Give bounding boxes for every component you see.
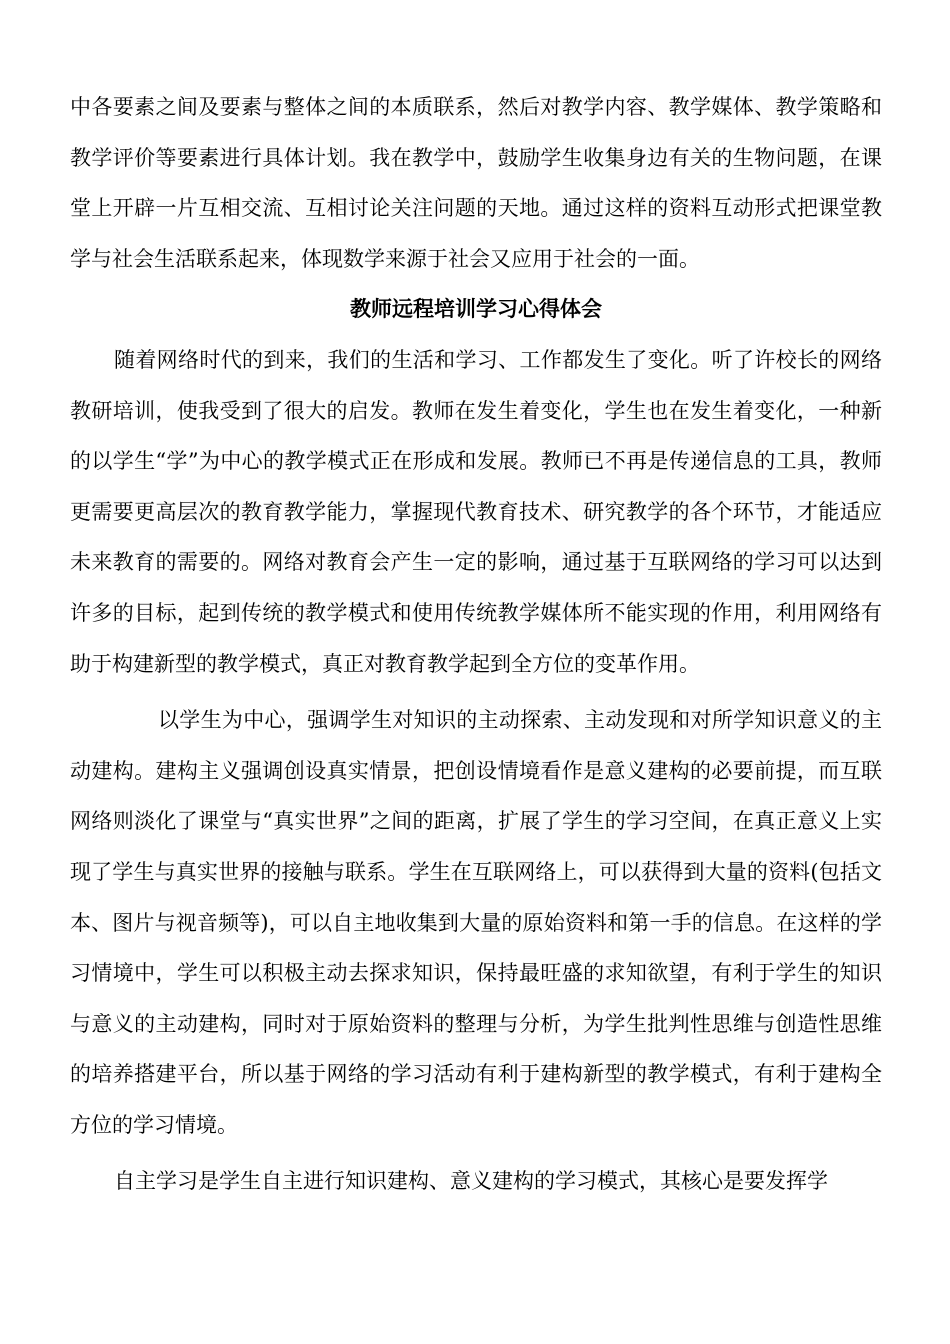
document-page bbox=[70, 82, 882, 1207]
article-title: 教师远程培训学习心得体会 bbox=[350, 296, 602, 322]
body-paragraph-2: 以学生为中心，强调学生对知识的主动探索、主动发现和对所学知识意义的主动建构。建构主义强调创设真实情景，把创设情境看作是意义建构的必要前提，而互联网络则淡化了课堂与“真实世界”之间的距离，扩展了学生的学习空间，在真正意义上实现了学生与真实世界的接触与联系。学生在互联网络上，可以获得到大量的资料(包括文本、图片与视音频等)，可以自主地收集到大量的原始资料和第一手的信息。在这样的学习情境中，学生可以积极主动去探求知识，保持最旺盛的求知欲望，有利于学生的知识与意义的主动建构，同时对于原始资料的整理与分析，为学生批判性思维与创造性思维的培养搭建平台，所以基于网络的学习活动有利于建构新型的教学模式，有利于建构全方位的学习情境。 bbox=[70, 708, 882, 1137]
body-paragraph-1: 随着网络时代的到来，我们的生活和学习、工作都发生了变化。听了许校长的网络教研培训，使我受到了很大的启发。教师在发生着变化，学生也在发生着变化，一种新的以学生“学”为中心的教学模式正在形成和发展。教师已不再是传递信息的工具，教师更需要更高层次的教育教学能力，掌握现代教育技术、研究教学的各个环节，才能适应未来教育的需要的。网络对教育会产生一定的影响，通过基于互联网络的学习可以达到许多的目标，起到传统的教学模式和使用传统教学媒体所不能实现的作用，利用网络有助于构建新型的教学模式，真正对教育教学起到全方位的变革作用。 bbox=[70, 347, 882, 676]
body-paragraph-3: 自主学习是学生自主进行知识建构、意义建构的学习模式，其核心是要发挥学 bbox=[114, 1169, 828, 1194]
intro-paragraph: 中各要素之间及要素与整体之间的本质联系，然后对教学内容、教学媒体、教学策略和教学评价等要素进行具体计划。我在教学中，鼓励学生收集身边有关的生物问题，在课堂上开辟一片互相交流、互相讨论关注问题的天地。通过这样的资料互动形式把课堂教学与社会生活联系起来，体现数学来源于社会又应用于社会的一面。 bbox=[70, 95, 882, 271]
